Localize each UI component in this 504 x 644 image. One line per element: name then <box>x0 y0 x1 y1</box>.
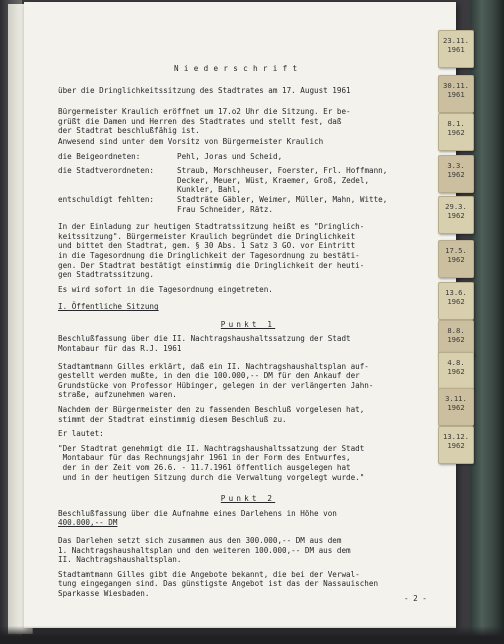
invitation-line: gen. Der Stadtrat bestätigt einstimmig die Dringlichkeit der heuti- <box>58 260 365 270</box>
punkt2-paragraph <box>58 536 438 565</box>
attendance-list <box>58 152 438 215</box>
document-subtitle: über die Dringlichkeitssitzung des Stadtrates am 17. August 1961 <box>58 85 351 95</box>
punkt2-line: II. Nachtragshaushaltsplan. <box>58 555 182 565</box>
tab-date: 13.6. <box>445 288 467 297</box>
tab-date: 30.11. <box>443 81 469 90</box>
invitation-line: gen Stadtratssitzung. <box>58 270 155 280</box>
index-tab[interactable] <box>438 282 474 320</box>
index-tab[interactable] <box>438 352 474 390</box>
punkt1-subject: Beschlußfassung über die II. Nachtragshaushaltssatzung der Stadt <box>58 334 351 344</box>
tab-year: 1961 <box>447 44 465 54</box>
invitation-paragraph <box>58 222 438 280</box>
index-tab[interactable] <box>438 30 474 68</box>
quote-line: der in der Zeit vom 26.6. - 11.7.1961 öffentlich ausgelegen hat <box>58 463 351 472</box>
punkt2-subject: 400.000,-- DM <box>58 518 118 528</box>
tab-year: 1962 <box>447 366 465 376</box>
attendance-names: Pehl, Joras und Scheid, <box>177 151 283 161</box>
opening-line: der Stadtrat beschlußfähig ist. <box>58 126 200 136</box>
tab-date: 29.3. <box>445 202 467 211</box>
attendance-names: Straub, Morschheuser, Foerster, Frl. Hoffmann, <box>177 166 388 176</box>
quote-line: "Der Stadtrat genehmigt die II. Nachtragshaushaltssatzung der Stadt <box>58 443 365 453</box>
page-number: - 2 - <box>404 594 427 603</box>
document-page <box>24 2 456 628</box>
index-tab[interactable] <box>438 388 474 426</box>
invitation-line: und bittet den Stadtrat, gem. § 30 Abs. 1 Satz 3 GO. vor Eintritt <box>58 241 356 251</box>
opening-line: grüßt die Damen und Herren des Stadtrates und stellt fest, daß <box>58 116 342 126</box>
attendance-names: Decker, Meuer, Wüst, Kraemer, Groß, Zedel, <box>177 175 370 185</box>
binder-spine <box>470 0 504 644</box>
index-tab[interactable] <box>438 196 474 234</box>
punkt1-line: stimmt der Stadtrat einstimmig diesem Beschluß zu. <box>58 414 287 424</box>
punkt1-quote <box>58 444 438 482</box>
invitation-line: keitssitzung". Bürgermeister Kraulich begründet die Dringlichkeit <box>58 231 356 241</box>
punkt1-line: Grundstücke von Professor Hübinger, gelegen in der verlängerten Jahn- <box>58 380 374 390</box>
punkt1-line: straße, aufzunehmen waren. <box>58 390 177 400</box>
tab-year: 1962 <box>447 402 465 412</box>
punkt2-paragraph <box>58 570 438 599</box>
tab-year: 1962 <box>447 334 465 344</box>
document-body <box>58 64 438 599</box>
punkt1-heading: Punkt 1 <box>220 319 276 329</box>
tab-date: 3.3. <box>447 161 465 170</box>
tab-year: 1962 <box>447 254 465 264</box>
tab-date: 23.11. <box>443 36 469 45</box>
agenda-entry: Es wird sofort in die Tagesordnung eingetreten. <box>58 284 273 294</box>
punkt2-subject: Beschlußfassung über die Aufnahme eines Darlehens in Höhe von <box>58 508 337 518</box>
attendance-label: entschuldigt fehlten: <box>58 194 155 204</box>
attendance-names: Kunkler, Bahl, <box>177 185 242 195</box>
index-tab[interactable] <box>438 240 474 278</box>
bottom-shadow <box>0 626 504 644</box>
punkt1-paragraph <box>58 362 438 400</box>
punkt1-subject: Montabaur für das R.J. 1961 <box>58 344 182 354</box>
attendance-label: die Beigeordneten: <box>58 151 141 161</box>
index-tab[interactable] <box>438 75 474 113</box>
invitation-line: in die Tagesordnung die Dringlichkeit der Tagesordnung zu bestäti- <box>58 250 360 260</box>
punkt2-line: Sparkasse Wiesbaden. <box>58 588 150 598</box>
punkt2-line: Das Darlehen setzt sich zusammen aus den 300.000,-- DM aus dem <box>58 535 342 545</box>
tab-year: 1962 <box>447 210 465 220</box>
section-heading: I. Öffentliche Sitzung <box>58 302 159 312</box>
opening-paragraph <box>58 107 438 136</box>
index-tab[interactable] <box>438 113 474 151</box>
attendance-row <box>58 205 438 215</box>
tab-year: 1961 <box>447 89 465 99</box>
punkt2-line: tung eingegangen sind. Das günstigste Angebot ist das der Nassauischen <box>58 579 379 589</box>
punkt1-resolution <box>58 405 438 424</box>
presence-intro: Anwesend sind unter dem Vorsitz von Bürgermeister Kraulich <box>58 136 324 146</box>
document-title: Niederschrift <box>174 64 303 73</box>
index-tab[interactable] <box>438 426 474 464</box>
tab-year: 1962 <box>447 127 465 137</box>
attendance-names: Frau Schneider, Rätz. <box>177 204 274 214</box>
tab-year: 1962 <box>447 440 465 450</box>
tab-date: 3.11. <box>445 394 467 403</box>
er-lautet: Er lautet: <box>58 429 104 439</box>
attendance-row <box>58 166 438 176</box>
quote-line: und in der heutigen Sitzung durch die Verwaltung vorgelegt wurde." <box>58 472 365 482</box>
punkt2-line: 1. Nachtragshaushaltsplan und den weiteren 100.000,-- DM aus dem <box>58 545 351 555</box>
attendance-row <box>58 176 438 186</box>
attendance-row <box>58 195 438 205</box>
punkt2-line: Stadtamtmann Gilles gibt die Angebote bekannt, die bei der Verwal- <box>58 569 360 579</box>
opening-line: Bürgermeister Kraulich eröffnet um 17.o2 Uhr die Sitzung. Er be- <box>58 107 351 117</box>
attendance-label: die Stadtverordneten: <box>58 166 155 176</box>
tab-year: 1962 <box>447 296 465 306</box>
attendance-row <box>58 185 438 195</box>
attendance-row <box>58 152 438 162</box>
tab-year: 1962 <box>447 169 465 179</box>
punkt1-line: gestellt werden mußte, in den die 100.000,-- DM für den Ankauf der <box>58 371 360 381</box>
tab-date: 8.1. <box>447 119 465 128</box>
tab-date: 17.5. <box>445 246 467 255</box>
punkt1-line: Nachdem der Bürgermeister den zu fassenden Beschluß vorgelesen hat, <box>58 405 365 415</box>
tab-date: 8.8. <box>447 326 465 335</box>
invitation-line: In der Einladung zur heutigen Stadtratssitzung heißt es "Dringlich- <box>58 222 365 232</box>
quote-line: Montabaur für das Rechnungsjahr 1961 in der Form des Entwurfes, <box>58 453 351 463</box>
index-tab[interactable] <box>438 155 474 193</box>
punkt2-heading: Punkt 2 <box>220 494 276 504</box>
tab-date: 4.8. <box>447 358 465 367</box>
tab-date: 13.12. <box>443 432 469 441</box>
punkt1-line: Stadtamtmann Gilles erklärt, daß ein II. Nachtragshaushaltsplan auf- <box>58 361 369 371</box>
attendance-names: Stadträte Gäbler, Weimer, Müller, Mahn, Witte, <box>177 194 388 204</box>
